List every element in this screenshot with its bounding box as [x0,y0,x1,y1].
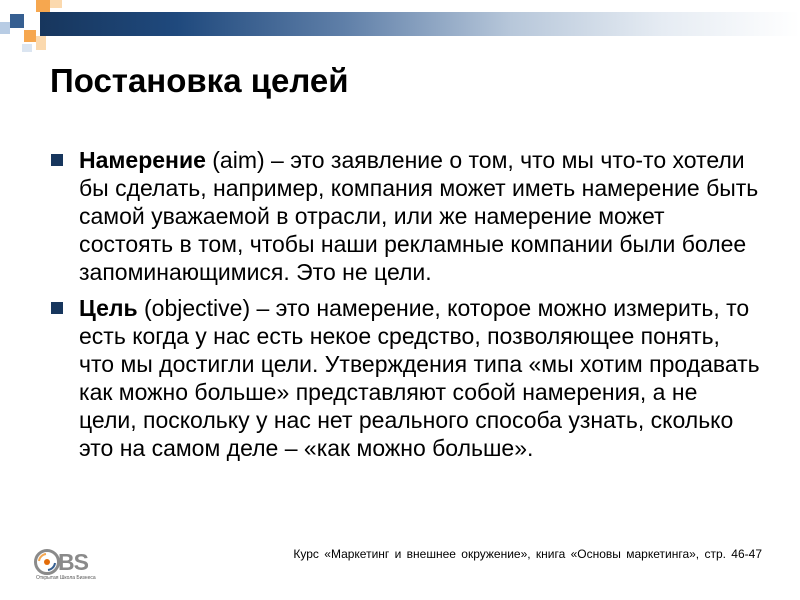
square-bullet-icon [51,302,63,314]
bullet-term: Цель [79,295,138,321]
logo-letters: BS [58,549,88,575]
bullet-text: (aim) – это заявление о том, что мы что-то хотели бы сделать, например, компания может иметь намерение быть самой уважаемой в отрасли, или же намерение может состоять в том, чтобы наши рекламные компании были более запоминающимися. Это не цели. [79,147,759,285]
footer-reference: Курс «Маркетинг и внешнее окружение», книга «Основы маркетинга», стр. 46-47 [293,547,762,561]
decor-square-light-blue [0,22,10,34]
decor-square-orange [36,0,50,12]
logo-subtitle: Открытая Школа Бизнеса [36,575,96,581]
bullet-item-objective [48,294,760,462]
decor-square-light-orange [50,0,62,8]
header-band [40,12,800,36]
bullet-list [48,146,760,462]
decor-square-light-orange-2 [36,36,46,50]
obs-logo-icon [34,548,110,584]
logo-wordmark [34,548,88,576]
decor-square-orange-2 [24,30,36,42]
bullet-item-aim [48,146,760,286]
logo-o-globe-icon [34,549,60,575]
bullet-term: Намерение [79,147,206,173]
square-bullet-icon [51,154,63,166]
decor-square-blue [10,14,24,28]
bullet-text: (objective) – это намерение, которое можно измерить, то есть когда у нас есть некое средство, позволяющее понять, что мы достигли цели. Утверждения типа «мы хотим продавать как можно больше» представляют собой намерения, а не цели, поскольку у нас нет реального способа узнать, сколько это на самом деле – «как можно больше». [79,295,760,461]
decor-square-light-blue-2 [22,44,32,52]
slide-title: Постановка целей [50,62,349,99]
